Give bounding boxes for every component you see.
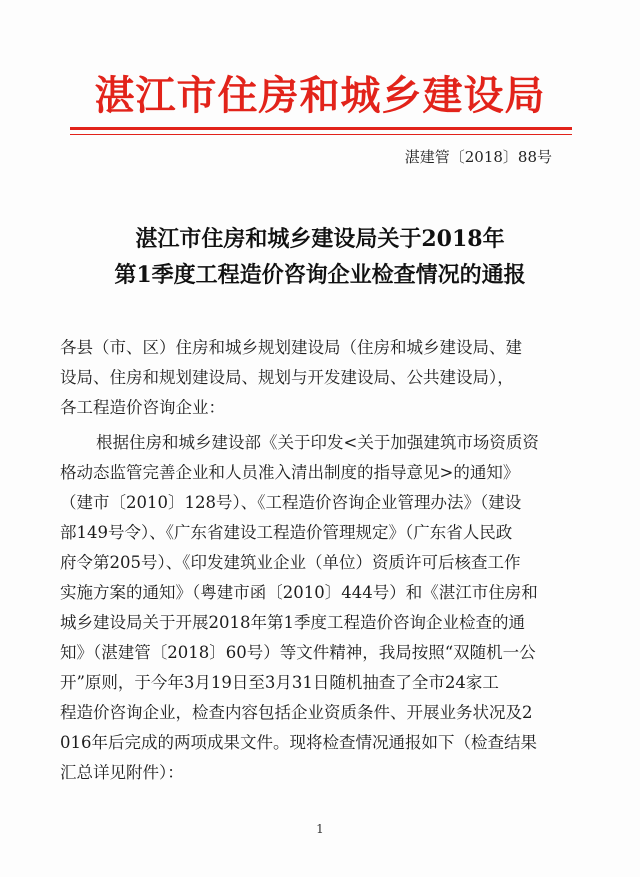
recipients-line: 各工程造价咨询企业：: [60, 398, 225, 417]
page-number: 1: [316, 822, 324, 836]
document-number: 湛建管〔2018〕88号: [404, 148, 552, 166]
paragraph-line: 开”原则，于今年3月19日至3月31日随机抽查了全市24家工: [60, 673, 499, 692]
paragraph-line: 根据住房和城乡建设部《关于印发<关于加强建筑市场资质资: [96, 433, 539, 452]
notice-title-line-1: 湛江市住房和城乡建设局关于2018年: [135, 226, 505, 252]
paragraph-line: 实施方案的通知》（粤建市函〔2010〕444号）和《湛江市住房和: [60, 583, 538, 602]
paragraph-line: 知》（湛建管〔2018〕60号）等文件精神，我局按照“双随机一公: [60, 643, 536, 662]
paragraph-line: 格动态监管完善企业和人员准入清出制度的指导意见>的通知》: [60, 463, 520, 482]
paragraph-line: 016年后完成的两项成果文件。现将检查情况通报如下（检查结果: [60, 733, 537, 752]
notice-title-line-2: 第1季度工程造价咨询企业检查情况的通报: [114, 262, 526, 288]
recipients-block: [60, 333, 580, 423]
paragraph-line: 汇总详见附件）：: [60, 763, 184, 782]
paragraph-line: 府令第205号）、《印发建筑业企业（单位）资质许可后核查工作: [60, 553, 521, 572]
red-divider-thin: [70, 134, 572, 135]
paragraph-line: 程造价咨询企业，检查内容包括企业资质条件、开展业务状况及2: [60, 703, 533, 722]
paragraph-line: 部149号令）、《广东省建设工程造价管理规定》（广东省人民政: [60, 523, 513, 542]
agency-header-title: 湛江市住房和城乡建设局: [94, 73, 546, 119]
recipients-line: 设局、住房和规划建设局、规划与开发建设局、公共建设局），: [60, 368, 514, 387]
paragraph-line: （建市〔2010〕128号）、《工程造价咨询企业管理办法》（建设: [60, 493, 522, 512]
paragraph-line: 城乡建设局关于开展2018年第1季度工程造价咨询企业检查的通: [60, 613, 525, 632]
recipients-line: 各县（市、区）住房和城乡规划建设局（住房和城乡建设局、建: [60, 338, 522, 357]
body-paragraph: [60, 428, 580, 788]
red-divider-thick: [70, 127, 572, 130]
